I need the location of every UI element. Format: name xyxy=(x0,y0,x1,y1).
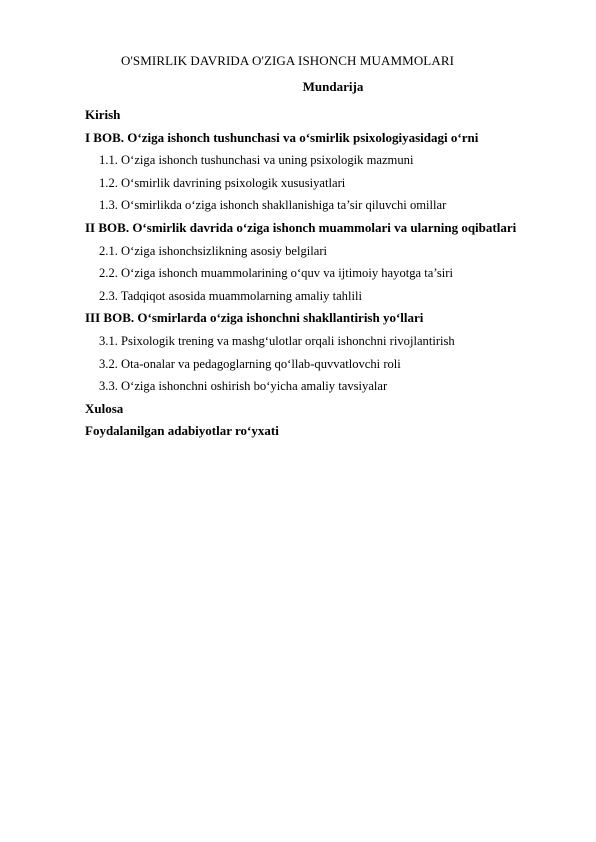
toc-entry-section-3-2: 3.2. Ota-onalar va pedagoglarning qo‘llab-quvvatlovchi roli xyxy=(99,356,401,371)
toc-heading: Mundarija xyxy=(302,79,364,94)
toc-entry-section-2-1: 2.1. O‘ziga ishonchsizlikning asosiy belgilari xyxy=(99,243,328,258)
toc-entry-chapter-1: I BOB. O‘ziga ishonch tushunchasi va o‘smirlik psixologiyasidagi o‘rni xyxy=(85,129,479,145)
toc-entry-section-1-2: 1.2. O‘smirlik davrining psixologik xususiyatlari xyxy=(99,175,346,190)
toc-entry-section-2-3: 2.3. Tadqiqot asosida muammolarning amaliy tahlili xyxy=(99,288,362,303)
toc-entry-references: Foydalanilgan adabiyotlar ro‘yxati xyxy=(85,423,279,439)
toc-entry-chapter-3: III BOB. O‘smirlarda o‘ziga ishonchni shakllantirish yo‘llari xyxy=(85,310,424,326)
table-of-contents xyxy=(85,104,585,443)
toc-entry-section-1-3: 1.3. O‘smirlikda o‘ziga ishonch shakllanishiga ta’sir qiluvchi omillar xyxy=(99,198,447,213)
document-title: O'SMIRLIK DAVRIDA O'ZIGA ISHONCH MUAMMOLARI xyxy=(121,53,455,68)
toc-entry-section-3-1: 3.1. Psixologik trening va mashg‘ulotlar orqali ishonchni rivojlantirish xyxy=(99,333,455,348)
toc-entry-section-3-3: 3.3. O‘ziga ishonchni oshirish bo‘yicha amaliy tavsiyalar xyxy=(99,379,388,394)
toc-entry-conclusion: Xulosa xyxy=(85,400,124,416)
toc-entry-introduction: Kirish xyxy=(85,107,121,122)
toc-entry-chapter-2: II BOB. O‘smirlik davrida o‘ziga ishonch muammolari va ularning oqibatlari xyxy=(85,219,517,235)
toc-entry-section-1-1: 1.1. O‘ziga ishonch tushunchasi va uning psixologik mazmuni xyxy=(99,153,414,168)
toc-entry-section-2-2: 2.2. O‘ziga ishonch muammolarining o‘quv va ijtimoiy hayotga ta’siri xyxy=(99,266,453,281)
